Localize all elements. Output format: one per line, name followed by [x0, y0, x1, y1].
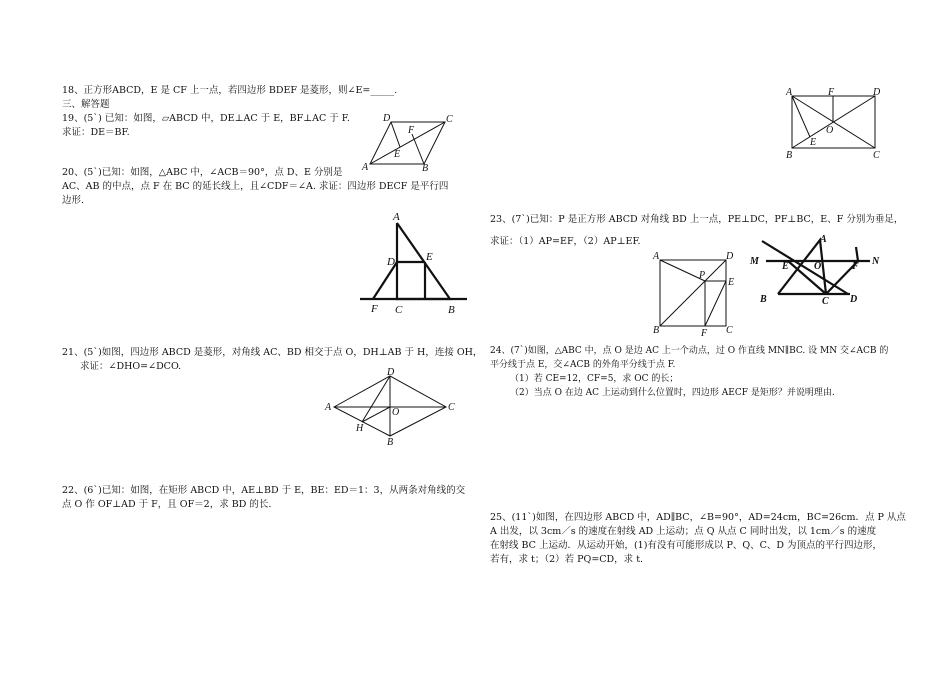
q24-segment-f-tick [856, 247, 858, 261]
q20-label-b: B [448, 304, 455, 316]
q20-label-c: C [395, 304, 403, 316]
q24-line3: （1）若 CE=12，CF=5，求 OC 的长； [510, 374, 679, 384]
q19-label-e: E [394, 149, 401, 160]
q21-label-b: B [387, 437, 394, 448]
q24-line2: 平分线于点 E，交∠ACB 的外角平分线于点 F. [490, 360, 676, 370]
q24-label-m: M [750, 256, 759, 267]
q24-line1: 24、(7`)如图，△ABC 中，点 O 是边 AC 上一个动点，过 O 作直线 MN∥BC. 设 MN 交∠ACB 的 [490, 346, 889, 356]
q20-line2: AC、AB 的中点，点 F 在 BC 的延长线上，且∠CDF＝∠A. 求证：四边形 DECF 是平行四 [62, 181, 449, 192]
q24-label-b: B [760, 294, 767, 305]
q24-label-o: O [814, 261, 822, 272]
q21-label-c: C [448, 402, 455, 413]
q25-line2: A 出发，以 3cm／s 的速度在射线 AD 上运动；点 Q 从点 C 同时出发，以 1cm／s 的速度 [490, 526, 877, 537]
q24-label-a: A [820, 234, 827, 245]
q23-line2: 求证：（1）AP=EF，（2）AP⊥EF. [490, 236, 641, 247]
q21-label-h: H [356, 423, 364, 434]
q21-rhombus-figure [322, 368, 462, 448]
q20-label-f: F [371, 303, 378, 315]
q20-line3: 边形. [62, 195, 85, 206]
q25-line3: 在射线 BC 上运动．从运动开始，(1)有没有可能形成以 P、Q、C、D 为顶点的平行四边形， [490, 540, 883, 551]
q20-triangle-figure [355, 208, 470, 318]
q19-line2: 求证：DE＝BF. [62, 127, 130, 138]
q19-label-c: C [446, 114, 453, 125]
q22-label-b: B [786, 150, 793, 161]
q24-label-c: C [822, 296, 829, 307]
q22-label-e: E [810, 137, 817, 148]
q21-segment-dh [362, 376, 390, 422]
q24-label-d: D [850, 294, 858, 305]
q24-line4: （2）当点 O 在边 AC 上运动到什么位置时，四边形 AECF 是矩形？并说明理由. [510, 388, 835, 398]
q23-square-figure [650, 250, 740, 340]
q19-label-a: A [362, 162, 369, 173]
q23-label-p: P [699, 270, 706, 281]
q21-line2: 求证：∠DHO=∠DCO. [80, 361, 182, 372]
q21-label-o: O [392, 407, 400, 418]
q23-line1: 23、(7`)已知：P 是正方形 ABCD 对角线 BD 上一点，PE⊥DC，PF⊥BC，E、F 分别为垂足， [490, 214, 904, 225]
q23-segment-ef [705, 281, 726, 326]
q20-label-d: D [387, 256, 395, 268]
q23-label-e: E [728, 277, 735, 288]
section-title: 三、解答题 [62, 99, 110, 110]
q22-label-c: C [873, 150, 880, 161]
q24-label-f: F [852, 261, 859, 272]
q19-line1: 19、(5`) 已知：如图，▱ABCD 中，DE⊥AC 于 E，BF⊥AC 于 F. [62, 113, 350, 124]
q21-label-a: A [325, 402, 332, 413]
q21-line1: 21、(5`)如图，四边形 ABCD 是菱形，对角线 AC、BD 相交于点 O，DH⊥AB 于 H，连接 OH， [62, 347, 483, 358]
q22-rectangle-figure [780, 86, 890, 161]
q22-label-f: F [828, 87, 835, 98]
q23-label-f: F [701, 328, 708, 339]
q20-label-a: A [393, 211, 400, 223]
q19-label-d: D [383, 113, 391, 124]
q19-segment-de [391, 122, 400, 147]
q23-label-a: A [653, 251, 660, 262]
q22-label-d: D [873, 87, 881, 98]
q22-label-a: A [786, 87, 793, 98]
q19-parallelogram-figure [360, 112, 460, 172]
q24-label-e: E [782, 261, 789, 272]
q24-figure [748, 232, 888, 307]
q20-label-e: E [426, 251, 433, 263]
q19-label-b: B [422, 163, 429, 174]
q18-text: 18、正方形ABCD，E 是 CF 上一点，若四边形 BDEF 是菱形，则∠E=_____. [62, 85, 398, 96]
q20-line1: 20、(5`)已知：如图，△ABC 中，∠ACB＝90°，点 D、E 分别是 [62, 167, 343, 178]
q23-label-d: D [726, 251, 734, 262]
q25-line4: 若有，求 t；（2）若 PQ=CD，求 t. [490, 554, 644, 565]
q24-label-n: N [872, 256, 880, 267]
q21-label-d: D [387, 367, 395, 378]
q23-label-b: B [653, 325, 660, 336]
q23-label-c: C [726, 325, 733, 336]
q22-line2: 点 O 作 OF⊥AD 于 F，且 OF＝2，求 BD 的长. [62, 499, 272, 510]
q22-line1: 22、(6`)已知：如图，在矩形 ABCD 中，AE⊥BD 于 E，BE：ED＝1：3，从两条对角线的交 [62, 485, 466, 496]
q23-diagonal-bd [660, 260, 726, 326]
q25-line1: 25、(11`)如图，在四边形 ABCD 中，AD∥BC，∠B=90°，AD=24cm，BC=26cm．点 P 从点 [490, 512, 906, 523]
q19-label-f: F [408, 125, 415, 136]
q19-segment-bf [412, 134, 424, 164]
q22-label-o: O [826, 125, 834, 136]
